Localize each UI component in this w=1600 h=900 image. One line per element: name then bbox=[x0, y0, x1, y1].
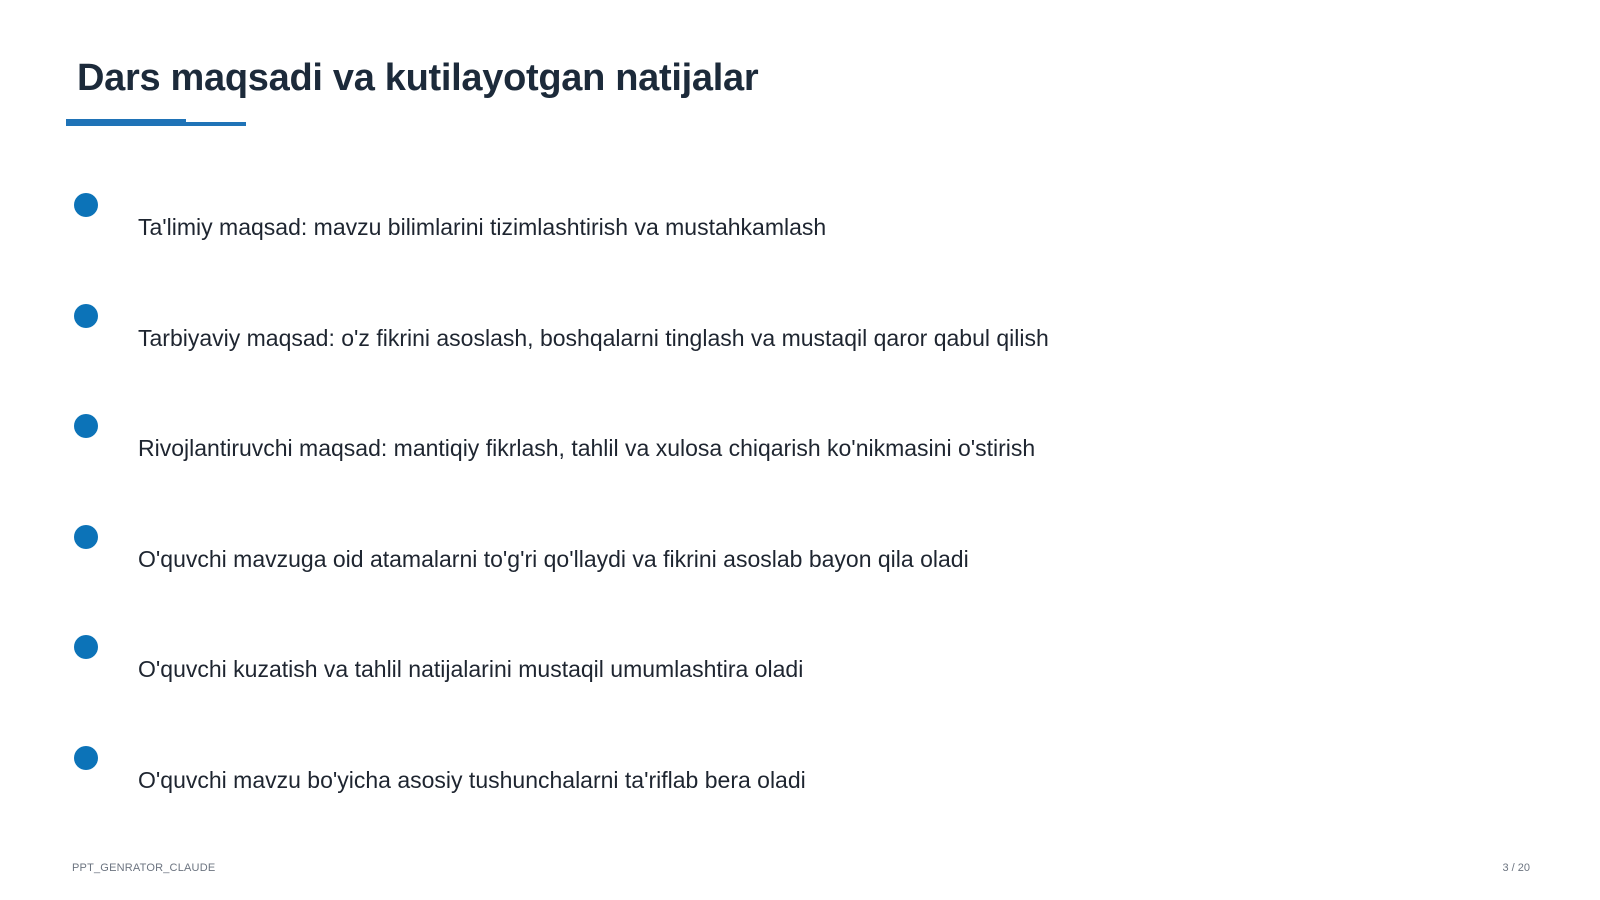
bullet-item bbox=[0, 525, 1600, 585]
bullet-dot-icon bbox=[74, 746, 98, 770]
bullet-dot-icon bbox=[74, 414, 98, 438]
bullet-text: Tarbiyaviy maqsad: o'z fikrini asoslash, boshqalarni tinglash va mustaqil qaror qabul qilish bbox=[138, 325, 1049, 351]
bullet-text: O'quvchi mavzu bo'yicha asosiy tushunchalarni ta'riflab bera oladi bbox=[138, 767, 806, 793]
bullet-item bbox=[0, 635, 1600, 695]
bullet-item bbox=[0, 746, 1600, 806]
footer-source-label: PPT_GENRATOR_CLAUDE bbox=[72, 862, 216, 874]
bullet-text: O'quvchi kuzatish va tahlil natijalarini mustaqil umumlashtira oladi bbox=[138, 656, 804, 682]
bullet-text: Rivojlantiruvchi maqsad: mantiqiy fikrlash, tahlil va xulosa chiqarish ko'nikmasini o'stirish bbox=[138, 435, 1036, 461]
bullet-dot-icon bbox=[74, 525, 98, 549]
bullet-text: O'quvchi mavzuga oid atamalarni to'g'ri qo'llaydi va fikrini asoslab bayon qila oladi bbox=[138, 546, 969, 572]
bullet-text: Ta'limiy maqsad: mavzu bilimlarini tizimlashtirish va mustahkamlash bbox=[138, 214, 827, 240]
page-number: 3 / 20 bbox=[1502, 862, 1530, 874]
bullet-dot-icon bbox=[74, 635, 98, 659]
bullet-item bbox=[0, 304, 1600, 364]
bullet-dot-icon bbox=[74, 304, 98, 328]
bullet-dot-icon bbox=[74, 193, 98, 217]
bullet-item bbox=[0, 414, 1600, 474]
bullet-item bbox=[0, 193, 1600, 253]
slide-title: Dars maqsadi va kutilayotgan natijalar bbox=[77, 57, 759, 99]
